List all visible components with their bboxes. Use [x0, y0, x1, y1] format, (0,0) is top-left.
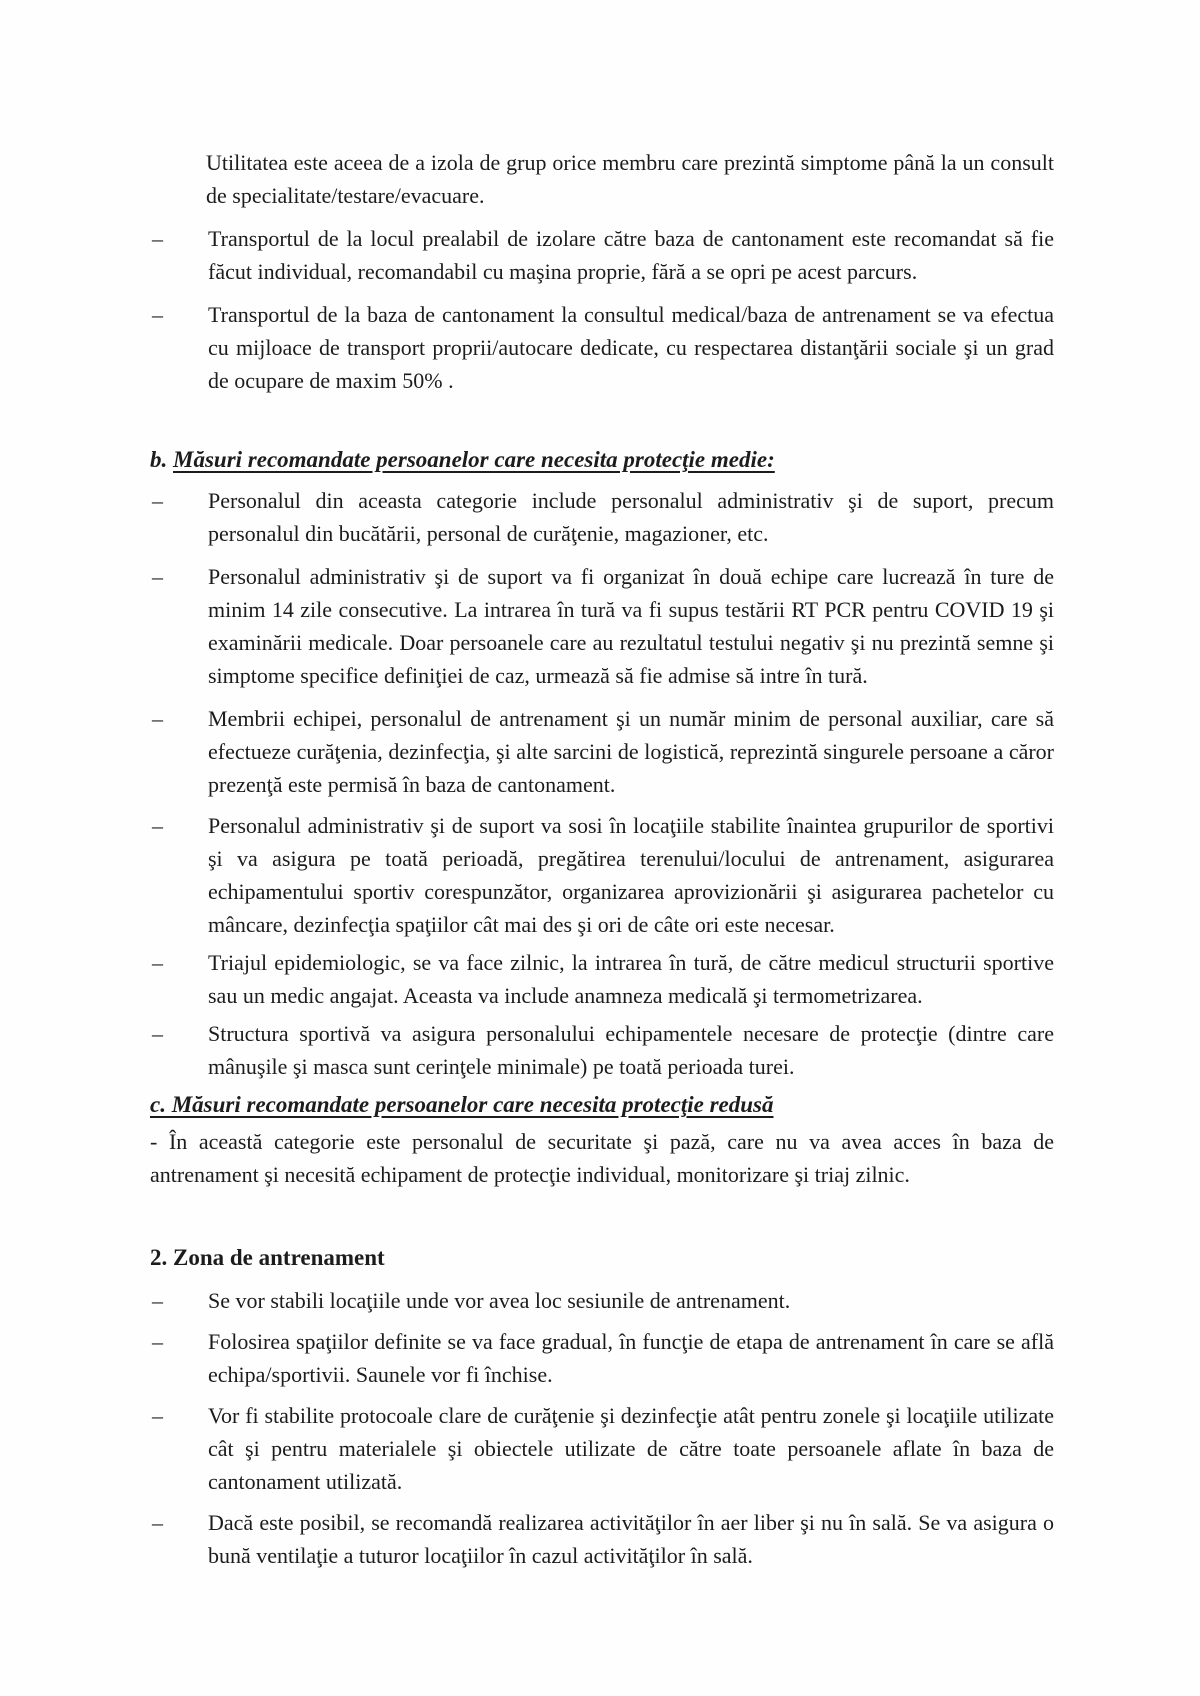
bullet-dash: – [152, 302, 163, 327]
section-c-heading [150, 1088, 1054, 1121]
bullet-text: Personalul administrativ şi de suport va fi organizat în două echipe care lucrează în ture de minim 14 zile consecutive. La intrarea în tură va fi supus testării RT PCR pentru COVID 19 şi examinării medicale. Doar persoanele care au rezultatul testului negativ şi nu prezintă semne şi simptome specifice definiţiei de caz, urmează să fie admise să intre în tură. [208, 564, 1054, 688]
section-b-heading [150, 443, 1054, 476]
list-item [150, 560, 1054, 692]
bullet-text: Triajul epidemiologic, se va face zilnic, la intrarea în tură, de către medicul structurii sportive sau un medic angajat. Aceasta va include anamneza medicală şi termometrizarea. [208, 950, 1054, 1008]
list-item [150, 1284, 1054, 1317]
bullet-dash: – [152, 226, 163, 251]
bullet-dash: – [152, 813, 163, 838]
section-b-heading-text: Măsuri recomandate persoanelor care necesita protecţie medie: [173, 447, 775, 472]
bullet-text: Vor fi stabilite protocoale clare de curăţenie şi dezinfecţie atât pentru zonele şi locaţiile utilizate cât şi pentru materialele şi obiectele utilizate de către toate persoanele aflate în baza de cantonament utilizată. [208, 1403, 1054, 1494]
bullet-text: Dacă este posibil, se recomandă realizarea activităţilor în aer liber şi nu în sală. Se va asigura o bună ventilaţie a tuturor locaţiilor în cazul activităţilor în sală. [208, 1510, 1054, 1568]
bullet-text: Personalul administrativ şi de suport va sosi în locaţiile stabilite înaintea grupurilor de sportivi şi va asigura pe toată perioadă, pregătirea terenului/locului de antrenament, asigurarea echipamentului sportiv corespunzător, organizarea aprovizionării şi asigurarea pachetelor cu mâncare, dezinfecţia spaţiilor cât mai des şi ori de câte ori este necesar. [208, 813, 1054, 937]
list-item [150, 1506, 1054, 1572]
bullet-text: Folosirea spaţiilor definite se va face gradual, în funcţie de etapa de antrenament în care se află echipa/sportivii. Saunele vor fi închise. [208, 1329, 1054, 1387]
section-2-heading: 2. Zona de antrenament [150, 1245, 385, 1270]
list-item [150, 809, 1054, 941]
section-c-heading-text: c. Măsuri recomandate persoanelor care necesita protecţie redusă [150, 1092, 774, 1117]
bullet-text: Membrii echipei, personalul de antrenament şi un număr minim de personal auxiliar, care să efectueze curăţenia, dezinfecţia, şi alte sarcini de logistică, reprezintă singurele persoane a căror prezenţă este permisă în baza de cantonament. [208, 706, 1054, 797]
bullet-dash: – [152, 950, 163, 975]
list-item [150, 946, 1054, 1012]
list-item [150, 1325, 1054, 1391]
bullet-text: Transportul de la baza de cantonament la consultul medical/baza de antrenament se va efectua cu mijloace de transport proprii/autocare dedicate, cu respectarea distanţării sociale şi un grad de ocupare de maxim 50% . [208, 302, 1054, 393]
bullet-dash: – [152, 1329, 163, 1354]
list-item [150, 702, 1054, 801]
bullet-text: Structura sportivă va asigura personalului echipamentele necesare de protecţie (dintre care mânuşile şi masca sunt cerinţele minimale) pe toată perioada turei. [208, 1021, 1054, 1079]
list-item [150, 222, 1054, 288]
intro-paragraph: Utilitatea este aceea de a izola de grup orice membru care prezintă simptome până la un consult de specialitate/testare/evacuare. [206, 150, 1054, 208]
list-item [150, 298, 1054, 397]
bullet-dash: – [152, 1510, 163, 1535]
list-item [150, 484, 1054, 550]
bullet-dash: – [152, 1403, 163, 1428]
bullet-text: Personalul din aceasta categorie include personalul administrativ şi de suport, precum personalul din bucătării, personal de curăţenie, magazioner, etc. [208, 488, 1054, 546]
bullet-dash: – [152, 1288, 163, 1313]
bullet-text: Se vor stabili locaţiile unde vor avea loc sesiunile de antrenament. [208, 1288, 791, 1313]
list-item [150, 1399, 1054, 1498]
section-b-heading-prefix: b. [150, 447, 173, 472]
bullet-dash: – [152, 488, 163, 513]
bullet-dash: – [152, 1021, 163, 1046]
bullet-dash: – [152, 706, 163, 731]
list-item [150, 1017, 1054, 1083]
bullet-dash: – [152, 564, 163, 589]
bullet-text: Transportul de la locul prealabil de izolare către baza de cantonament este recomandat să fie făcut individual, recomandabil cu maşina proprie, fără a se opri pe acest parcurs. [208, 226, 1054, 284]
section-c-paragraph: - În această categorie este personalul de securitate şi pază, care nu va avea acces în baza de antrenament şi necesită echipament de protecţie individual, monitorizare şi triaj zilnic. [150, 1129, 1054, 1187]
